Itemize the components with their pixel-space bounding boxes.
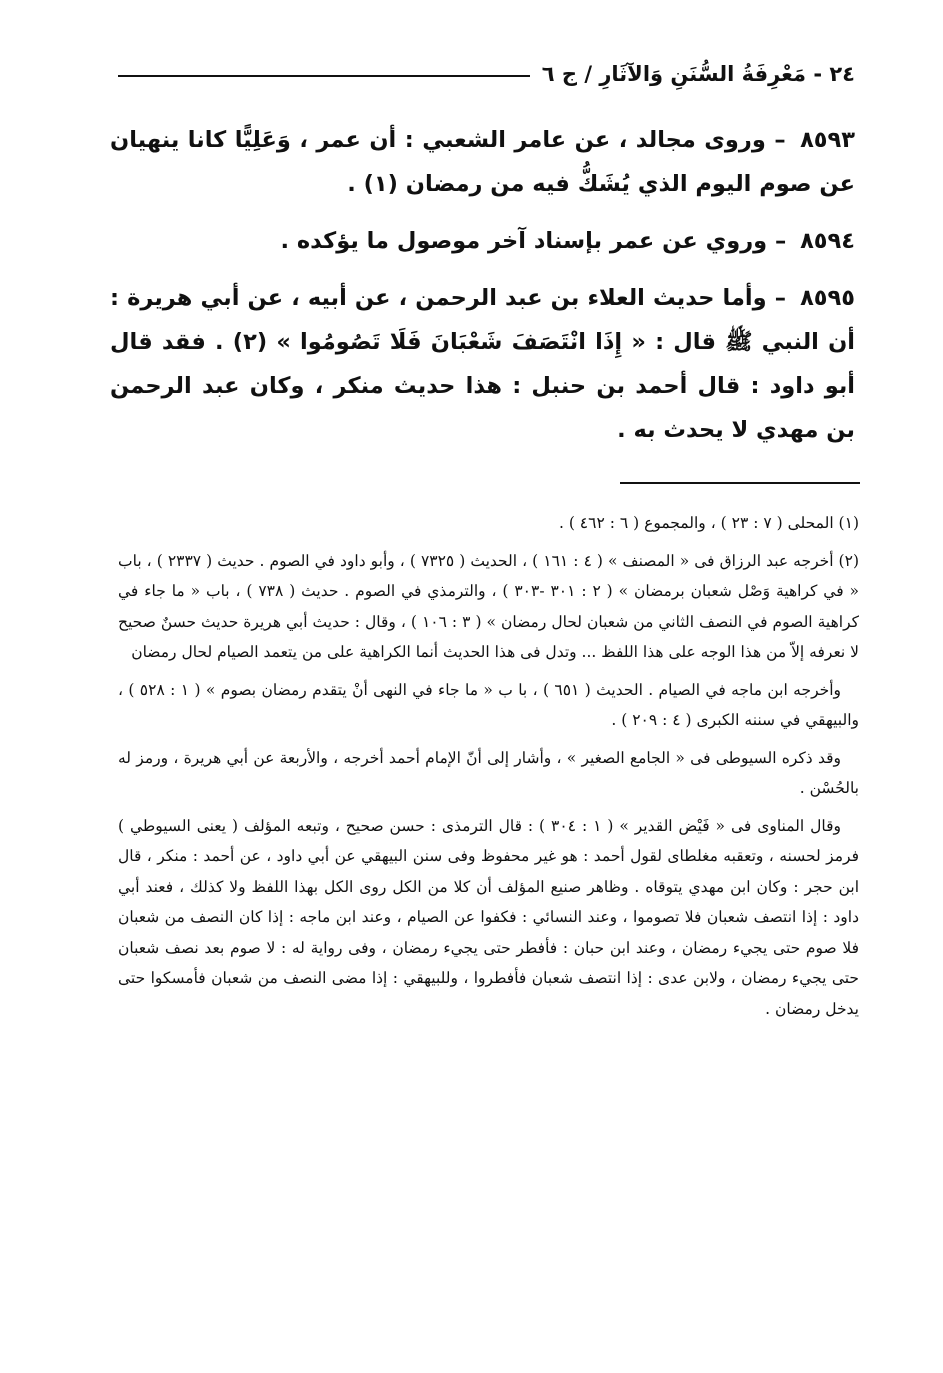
header-rule — [118, 75, 530, 77]
paragraph-8595 — [110, 276, 855, 452]
paragraph-text: – وروي عن عمر بإسناد آخر موصول ما يؤكده . — [280, 228, 787, 254]
paragraph-8594 — [110, 219, 855, 263]
footnote-2-munawi: وقال المناوى فى « فَيْض القدير » ( ١ : ٣٠٤ ) : قال الترمذى : حسن صحيح ، وتبعه المؤلف ( يعنى السيوطي ) فرمز لحسنه ، وتعقبه مغلطاى لقول أحمد : هو غير محفوظ وفى سنن البيهقي عن أبي داود ، عن أحمد : منكر ، قال ابن حجر : وكان ابن مهدي يتوقاه . وظاهر صنيع المؤلف أن كلا من الكل روى الكل بهذا اللفظ ولا كذلك ، فعند أبي داود : إذا انتصف شعبان فلا تصوموا ، وعند النسائي : فكفوا عن الصيام ، وعند ابن ماجه : إذا كان النصف من شعبان فلا صوم حتى يجيء رمضان ، وعند ابن حبان : فأفطر حتى يجيء رمضان ، وفى رواية له : لا صوم بعد نصف شعبان حتى يجيء رمضان ، ولابن عدى : إذا انتصف شعبان فأفطروا ، وللبيهقي : إذا مضى النصف من شعبان فأمسكوا حتى يدخل رمضان . — [118, 816, 859, 1018]
hadith-number: ٨٥٩٣ — [800, 127, 855, 153]
footnote-2: (٢) أخرجه عبد الرزاق فى « المصنف » ( ٤ : ١٦١ ) ، الحديث ( ٧٣٢٥ ) ، وأبو داود في الصوم . حديث ( ٢٣٣٧ ) ، باب « في كراهية وَصْل شعبان برمضان » ( ٢ : ٣٠١ -٣٠٣ ) ، والترمذي في الصوم . حديث ( ٧٣٨ ) ، باب « ما جاء في كراهية الصوم في النصف الثاني من شعبان لحال رمضان » ( ٣ : ١٠٦ ) ، وقال : حديث أبي هريرة حديث حسنٌ صحيح لا نعرفه إلاّ من هذا الوجه على هذا اللفظ ... وتدل فى هذا الحديث أنما الكراهية على من يتعمد الصيام لحال رمضان — [118, 551, 860, 661]
footnote-2-continued: وأخرجه ابن ماجه في الصيام . الحديث ( ٦٥١ ) ، با ب « ما جاء في النهى أنْ يتقدم رمضان بصوم » ( ١ : ٥٢٨ ) ، والبيهقي في سننه الكبرى ( ٤ : ٢٠٩ ) . — [118, 680, 859, 729]
hadith-number: ٨٥٩٤ — [800, 228, 855, 254]
main-text — [110, 118, 855, 465]
footnotes — [118, 508, 859, 1031]
running-header — [118, 62, 855, 86]
header-title: ٢٤ - مَعْرِفَةُ السُّنَنِ وَالآثَارِ / ج ٦ — [541, 62, 855, 86]
paragraph-8593 — [110, 118, 855, 206]
hadith-number: ٨٥٩٥ — [800, 285, 855, 311]
paragraph-text: – وروى مجالد ، عن عامر الشعبي : أن عمر ، وَعَلِيًّا كانا ينهيان عن صوم اليوم الذي يُشَكُّ فيه من رمضان (١) . — [110, 127, 855, 197]
footnote-1: (١) المحلى ( ٧ : ٢٣ ) ، والمجموع ( ٦ : ٤٦٢ ) . — [558, 514, 859, 532]
paragraph-text: – وأما حديث العلاء بن عبد الرحمن ، عن أبيه ، عن أبي هريرة : أن النبي ﷺ قال : « إِذَا انْتَصَفَ شَعْبَانَ فَلَا تَصُومُوا » (٢) . فقد قال أبو داود : قال أحمد بن حنبل : هذا حديث منكر ، وكان عبد الرحمن بن مهدي لا يحدث به . — [110, 285, 855, 443]
footnote-separator — [620, 482, 860, 484]
footnote-2-suyuti: وقد ذكره السيوطى فى « الجامع الصغير » ، وأشار إلى أنّ الإمام أحمد أخرجه ، والأربعة عن أبي هريرة ، ورمز له بالحُسْن . — [118, 748, 859, 797]
